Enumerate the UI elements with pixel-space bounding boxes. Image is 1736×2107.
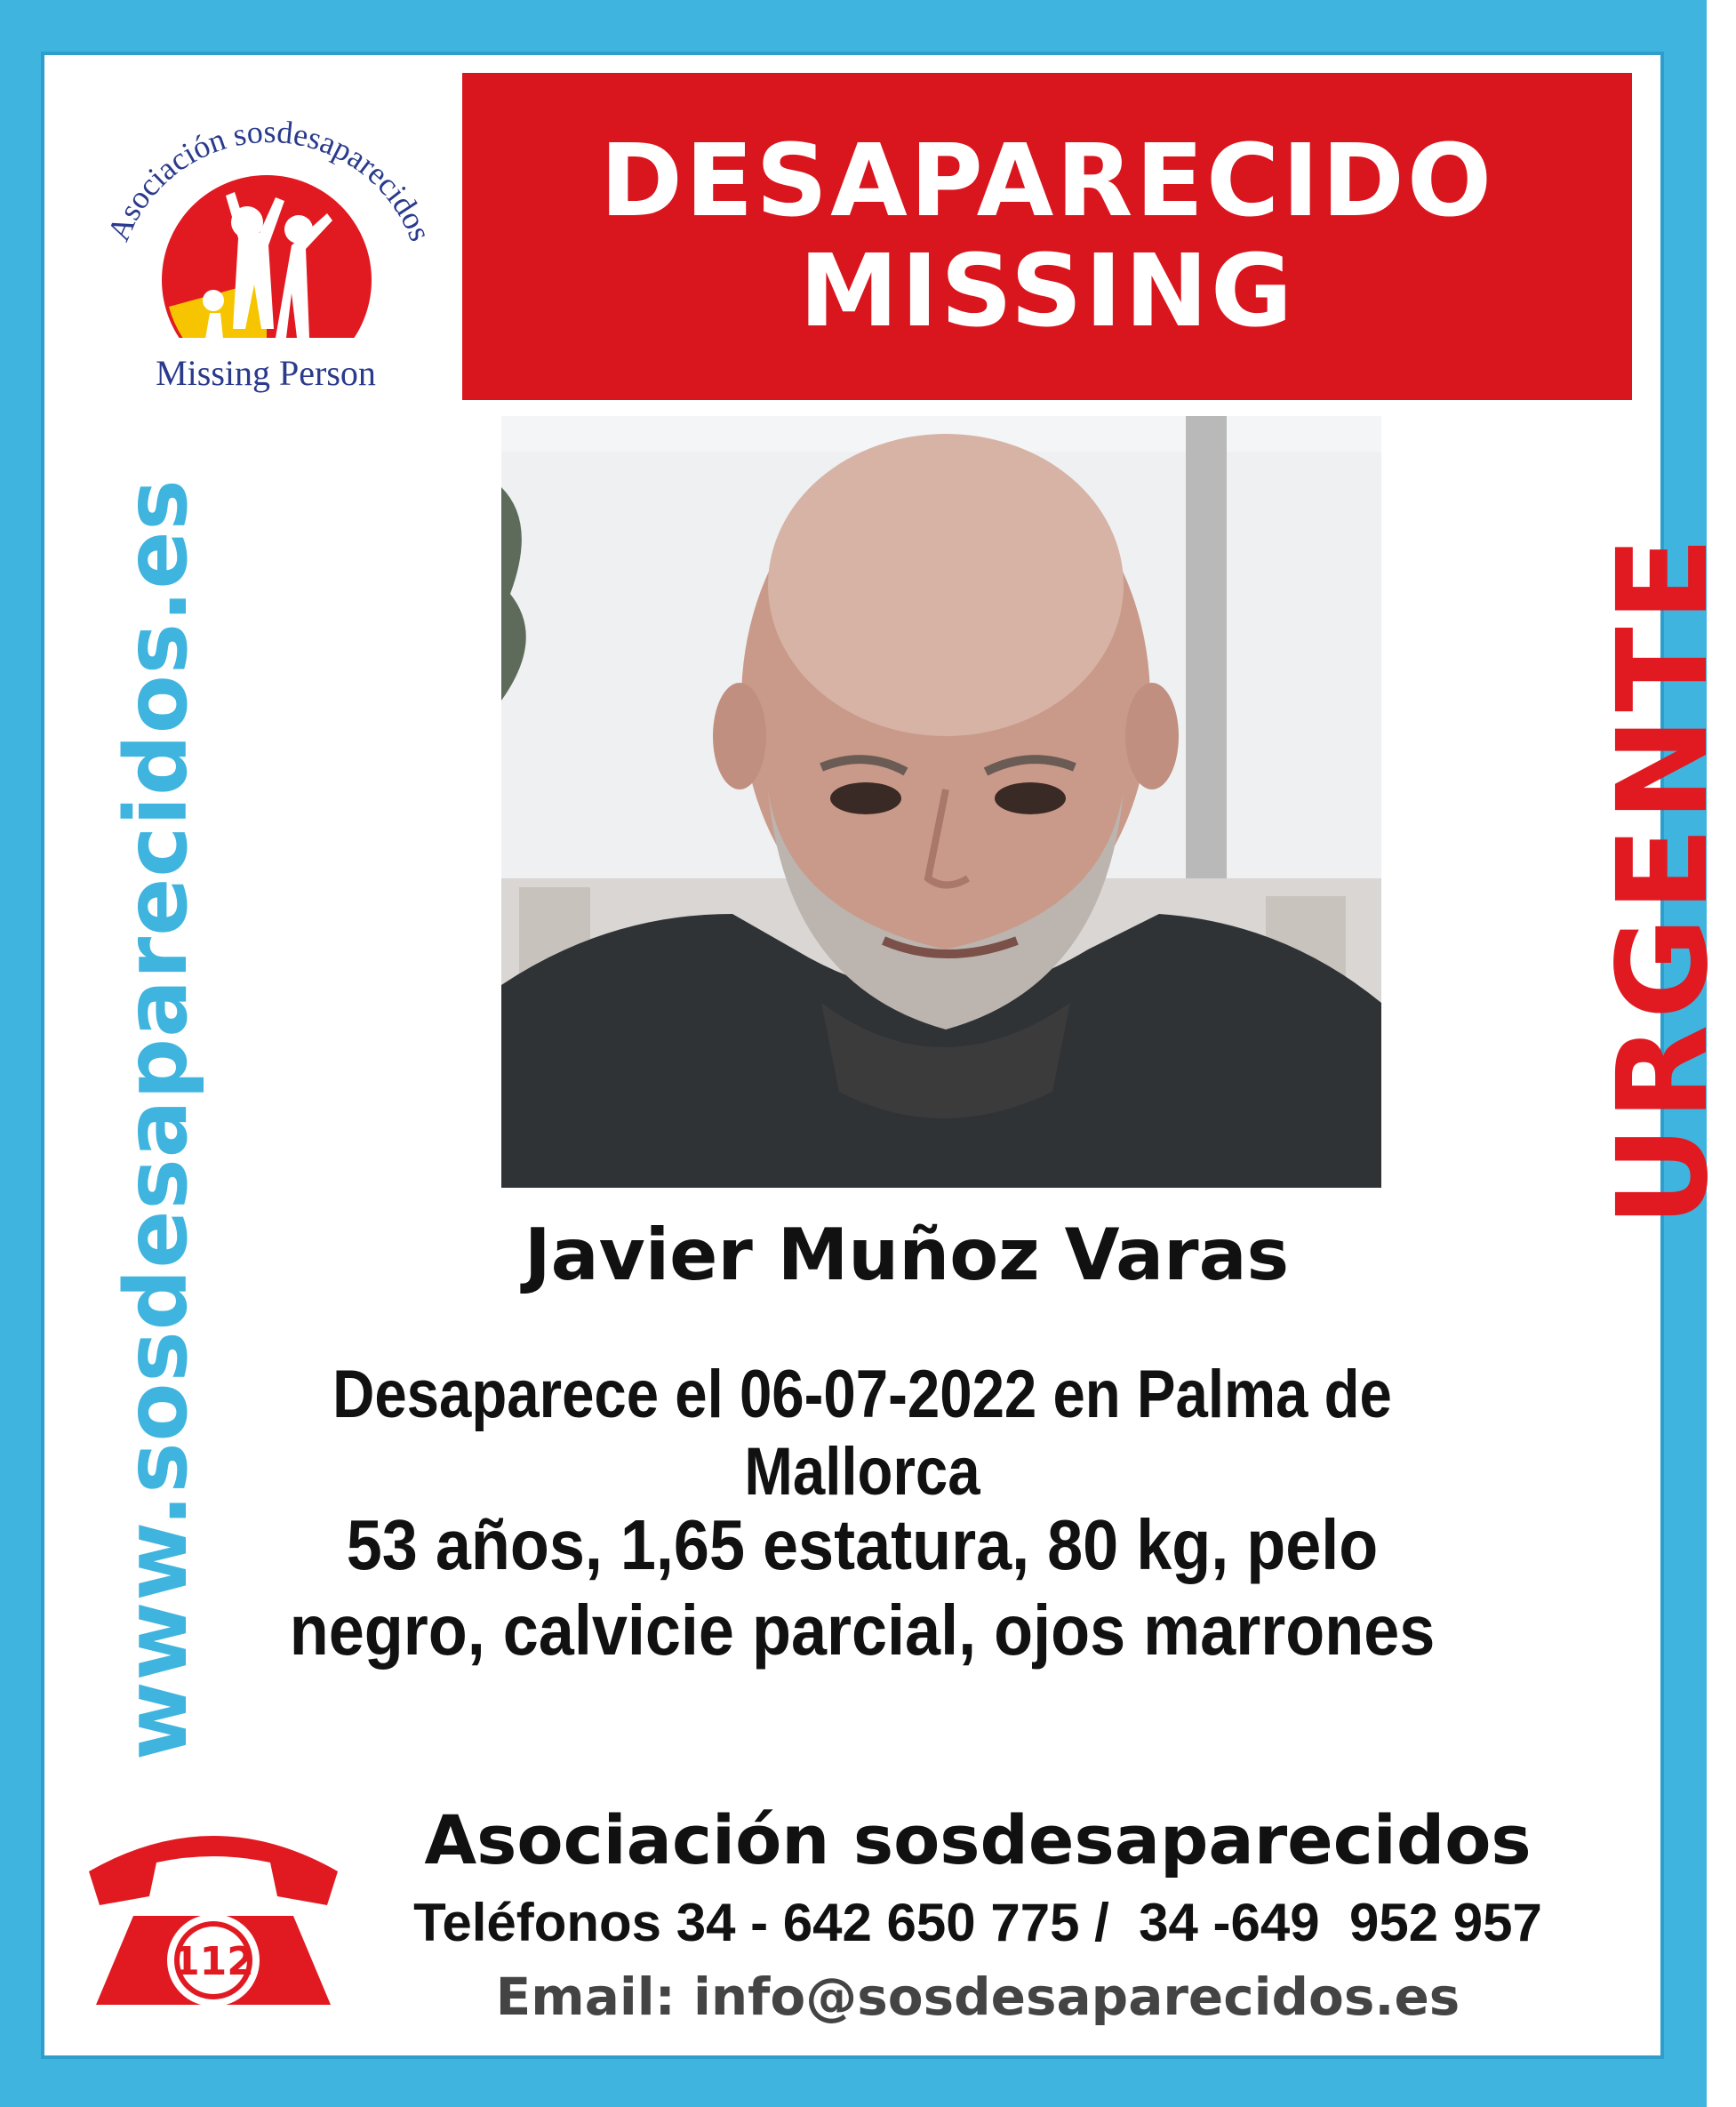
description-line-2: negro, calvicie parcial, ojos marrones bbox=[289, 1590, 1436, 1670]
header-title-spanish: DESAPARECIDO bbox=[599, 124, 1495, 239]
physical-description bbox=[246, 1502, 1478, 1673]
logo-emblem bbox=[69, 71, 462, 338]
contact-phones: Teléfonos 34 - 642 650 775 / 34 -649 952 957 bbox=[413, 1893, 1542, 1952]
description-line-1: 53 años, 1,65 estatura, 80 kg, pelo bbox=[346, 1505, 1379, 1584]
logo-arc-text: Asociación sosdesaparecidos bbox=[100, 113, 439, 246]
person-photo bbox=[501, 416, 1381, 1188]
person-photo-illustration bbox=[501, 416, 1381, 1188]
disappearance-info: Desaparece el 06-07-2022 en Palma de Mallorca bbox=[332, 1357, 1392, 1510]
association-logo bbox=[69, 71, 462, 400]
logo-caption: Missing Person bbox=[156, 353, 376, 393]
urgent-label: URGENTE bbox=[1591, 531, 1736, 1227]
contact-email: Email: info@sosdesaparecidos.es bbox=[495, 1967, 1460, 2027]
family-emblem-icon bbox=[162, 175, 372, 338]
website-url-vertical: www.sosdesaparecidos.es bbox=[107, 478, 206, 1760]
telephone-112-icon bbox=[71, 1791, 356, 2014]
header-banner bbox=[462, 73, 1632, 400]
organization-name: Asociación sosdesaparecidos bbox=[424, 1800, 1532, 1879]
emergency-number: 112 bbox=[172, 1939, 254, 1984]
person-name: Javier Muñoz Varas bbox=[524, 1214, 1290, 1296]
header-title-english: MISSING bbox=[799, 234, 1295, 349]
